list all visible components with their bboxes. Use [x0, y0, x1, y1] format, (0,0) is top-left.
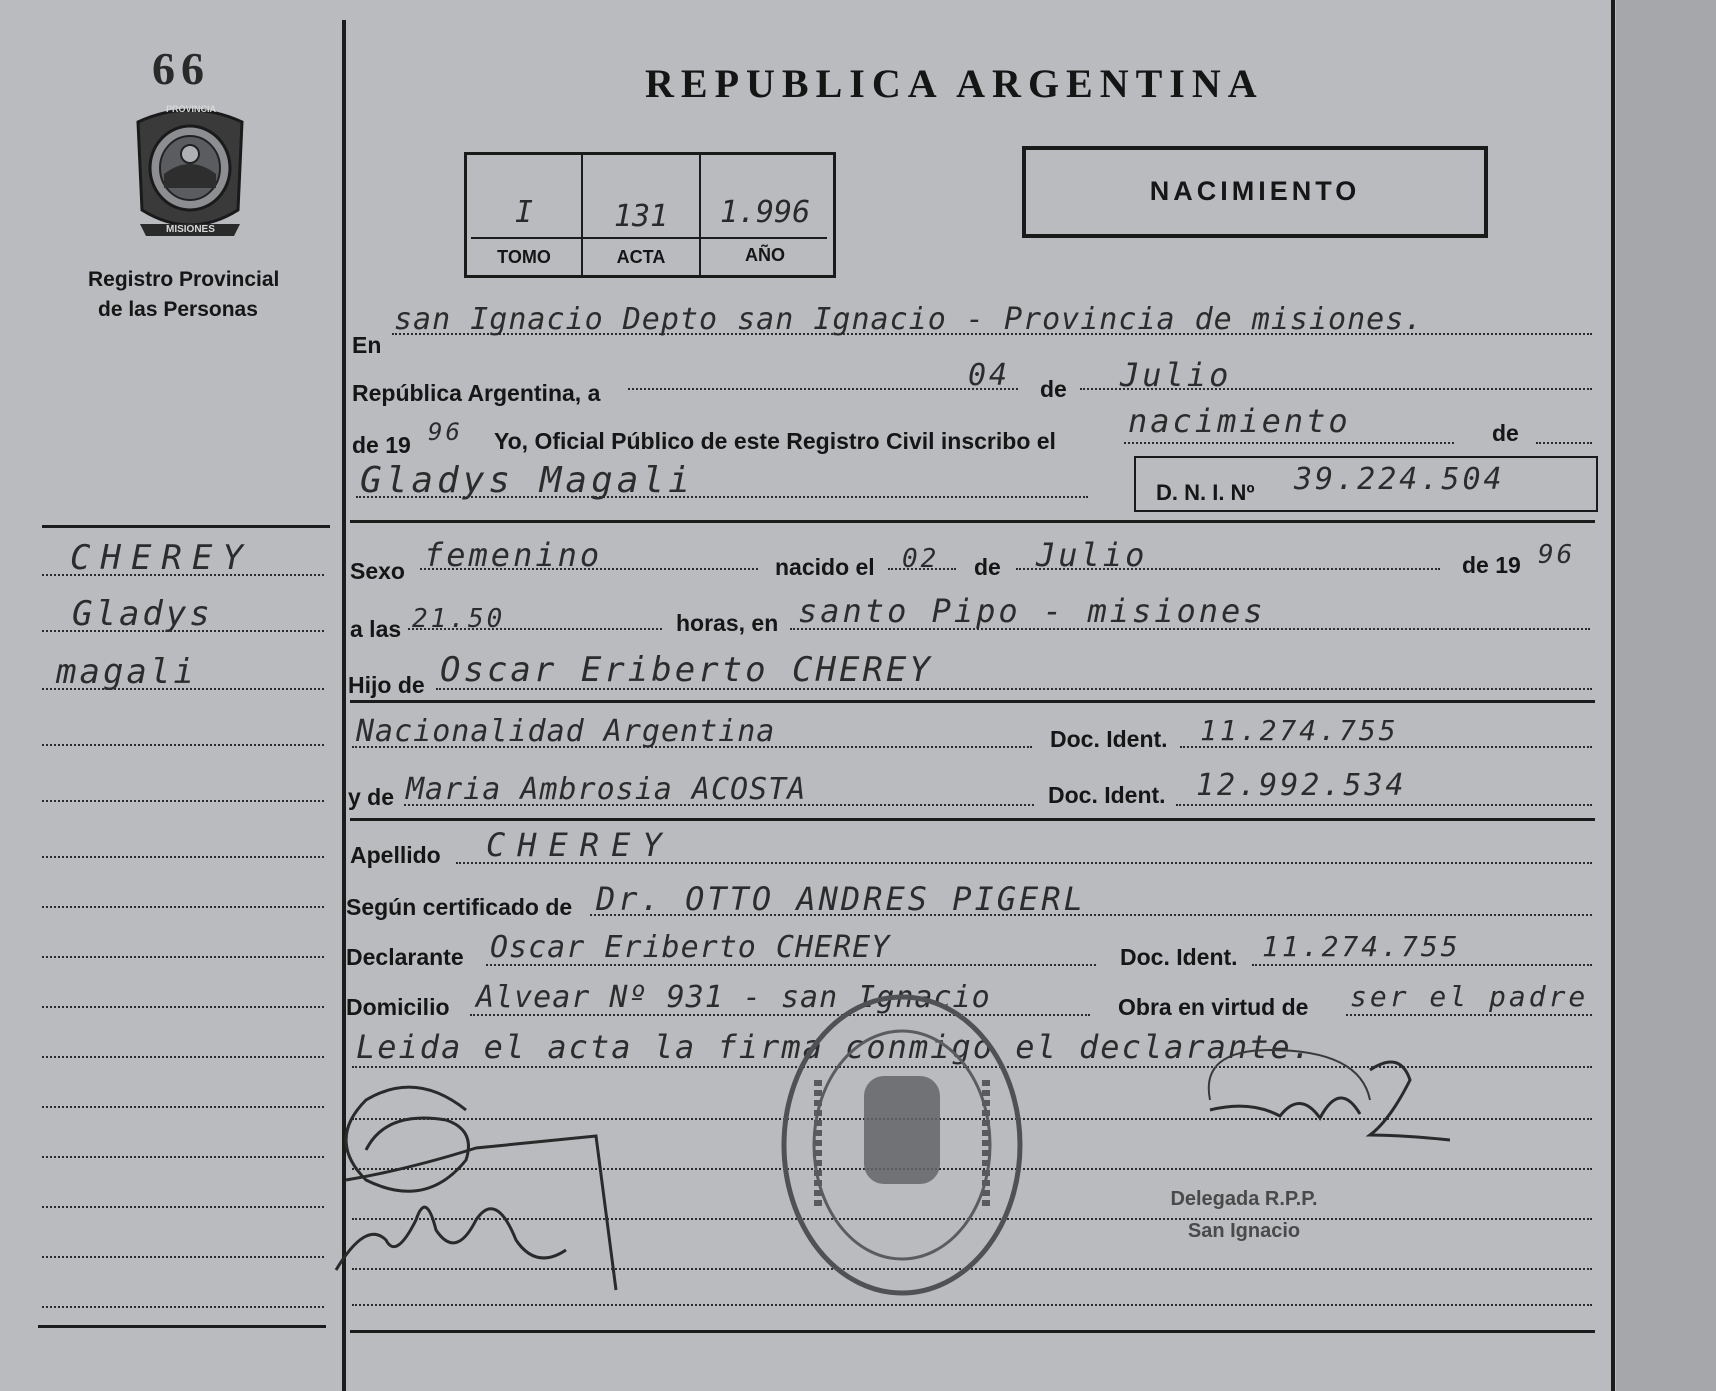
certificado-value: Dr. OTTO ANDRES PIGERL	[596, 880, 1086, 918]
margin-line	[42, 1056, 324, 1058]
nacido-label: nacido el	[775, 554, 875, 580]
tomo-label: TOMO	[497, 247, 551, 267]
margin-line	[42, 856, 324, 858]
fill-line	[1536, 442, 1592, 444]
acta-label: ACTA	[616, 247, 666, 267]
fill-line	[352, 1304, 1592, 1306]
en-value: san Ignacio Depto san Ignacio - Provincia de misiones.	[394, 302, 1424, 337]
margin-second-name: magali	[56, 652, 197, 692]
fill-line	[1176, 804, 1592, 806]
body-rule-2	[350, 700, 1595, 703]
dni-value: 39.224.504	[1294, 462, 1505, 497]
register-number: 66	[152, 43, 210, 94]
de19-label: de 19	[1462, 552, 1521, 578]
birth-hour: 21.50	[412, 604, 506, 634]
acta-value: 131	[613, 199, 669, 234]
margin-line	[42, 1106, 324, 1108]
declarante-doc: 11.274.755	[1262, 930, 1461, 963]
fill-line	[628, 388, 1018, 390]
fill-line	[1252, 964, 1592, 966]
birth-month: Julio	[1036, 536, 1148, 574]
ano-label: AÑO	[745, 245, 785, 265]
record-type: NACIMIENTO	[1149, 176, 1361, 206]
father-doc: 11.274.755	[1200, 714, 1399, 747]
year-value: 96	[428, 418, 463, 446]
sexo-value: femenino	[424, 536, 603, 574]
margin-line	[42, 744, 324, 746]
de2-label: de	[1492, 420, 1519, 446]
declarante-label: Declarante	[346, 944, 464, 970]
margin-line	[42, 1006, 324, 1008]
official-stamp-line1: Delegada R.P.P.	[1170, 1188, 1318, 1210]
mother-doc: 12.992.534	[1196, 768, 1407, 803]
fill-line	[1346, 1014, 1592, 1016]
leida-value: Leida el acta la firma conmigo el declarante.	[356, 1028, 1313, 1066]
en-label: En	[352, 332, 382, 358]
sexo-label: Sexo	[350, 558, 405, 584]
registry-name-line1: Registro Provincial	[88, 268, 280, 291]
person-name: Gladys Magali	[360, 460, 694, 501]
margin-surname: CHEREY	[70, 538, 253, 578]
body-rule-3	[350, 818, 1595, 821]
a-las-label: a las	[350, 616, 402, 642]
ano-value: 1.996	[719, 195, 811, 230]
record-number-box	[464, 152, 836, 278]
declarante-value: Oscar Eriberto CHEREY	[490, 930, 891, 965]
fill-line	[1124, 442, 1454, 444]
margin-line	[42, 1156, 324, 1158]
oficial-text: Yo, Oficial Público de este Registro Civil inscribo el	[494, 428, 1056, 454]
margin-line	[42, 1256, 324, 1258]
father-nationality: Nacionalidad Argentina	[356, 714, 776, 749]
official-round-seal	[778, 990, 1026, 1300]
apellido-label: Apellido	[350, 842, 441, 868]
domicilio-label: Domicilio	[346, 994, 450, 1020]
misiones-seal	[130, 102, 250, 242]
registry-name-line2: de las Personas	[98, 298, 258, 321]
birth-day: 02	[902, 544, 940, 574]
father-name: Oscar Eriberto CHEREY	[440, 650, 933, 690]
mother-doc-label: Doc. Ident.	[1048, 782, 1166, 808]
event-value: nacimiento	[1128, 402, 1351, 440]
official-signature	[1190, 1040, 1450, 1150]
y-de-label: y de	[348, 784, 395, 810]
right-margin-rule	[1611, 0, 1615, 1391]
margin-line	[42, 956, 324, 958]
mother-name: Maria Ambrosia ACOSTA	[406, 772, 807, 807]
margin-line	[42, 800, 324, 802]
box-value-rule	[471, 237, 827, 239]
de-label: de	[1040, 376, 1067, 402]
republica-label: República Argentina, a	[352, 380, 601, 406]
apellido-value: CHEREY	[486, 826, 674, 864]
margin-bottom-rule	[38, 1325, 326, 1328]
record-type-box	[1022, 146, 1488, 238]
body-rule-bottom	[350, 1330, 1595, 1333]
obra-value: ser el padre	[1350, 980, 1589, 1013]
father-doc-label: Doc. Ident.	[1050, 726, 1168, 752]
margin-top-rule	[42, 525, 330, 528]
dni-label: D. N. I. Nº	[1156, 480, 1255, 505]
margin-line	[42, 1306, 324, 1308]
seal-text-bottom: MISIONES	[166, 224, 215, 235]
official-stamp-line2: San Ignacio	[1187, 1220, 1301, 1242]
country-title: REPUBLICA ARGENTINA	[645, 61, 1264, 106]
birth-place: santo Pipo - misiones	[798, 592, 1266, 630]
dni-box	[1134, 456, 1598, 512]
certificado-label: Según certificado de	[346, 894, 573, 920]
hijo-label: Hijo de	[348, 672, 425, 698]
birth-year: 96	[1538, 540, 1576, 570]
margin-line	[42, 906, 324, 908]
margin-first-name: Gladys	[72, 594, 213, 634]
month-value: Julio	[1120, 356, 1232, 394]
page-edge	[1616, 0, 1716, 1391]
seal-text-top: PROVINCIA	[166, 104, 217, 114]
horas-label: horas, en	[676, 610, 779, 636]
declarant-signature	[326, 1070, 646, 1300]
day-value: 04	[968, 358, 1011, 393]
de3-label: de	[974, 554, 1001, 580]
year-prefix-label: de 19	[352, 432, 411, 458]
margin-line	[42, 1206, 324, 1208]
body-rule-1	[350, 520, 1595, 523]
obra-label: Obra en virtud de	[1118, 994, 1309, 1020]
domicilio-value: Alvear Nº 931 - san Ignacio	[476, 980, 991, 1015]
tomo-value: I	[514, 195, 534, 230]
declarante-doc-label: Doc. Ident.	[1120, 944, 1238, 970]
